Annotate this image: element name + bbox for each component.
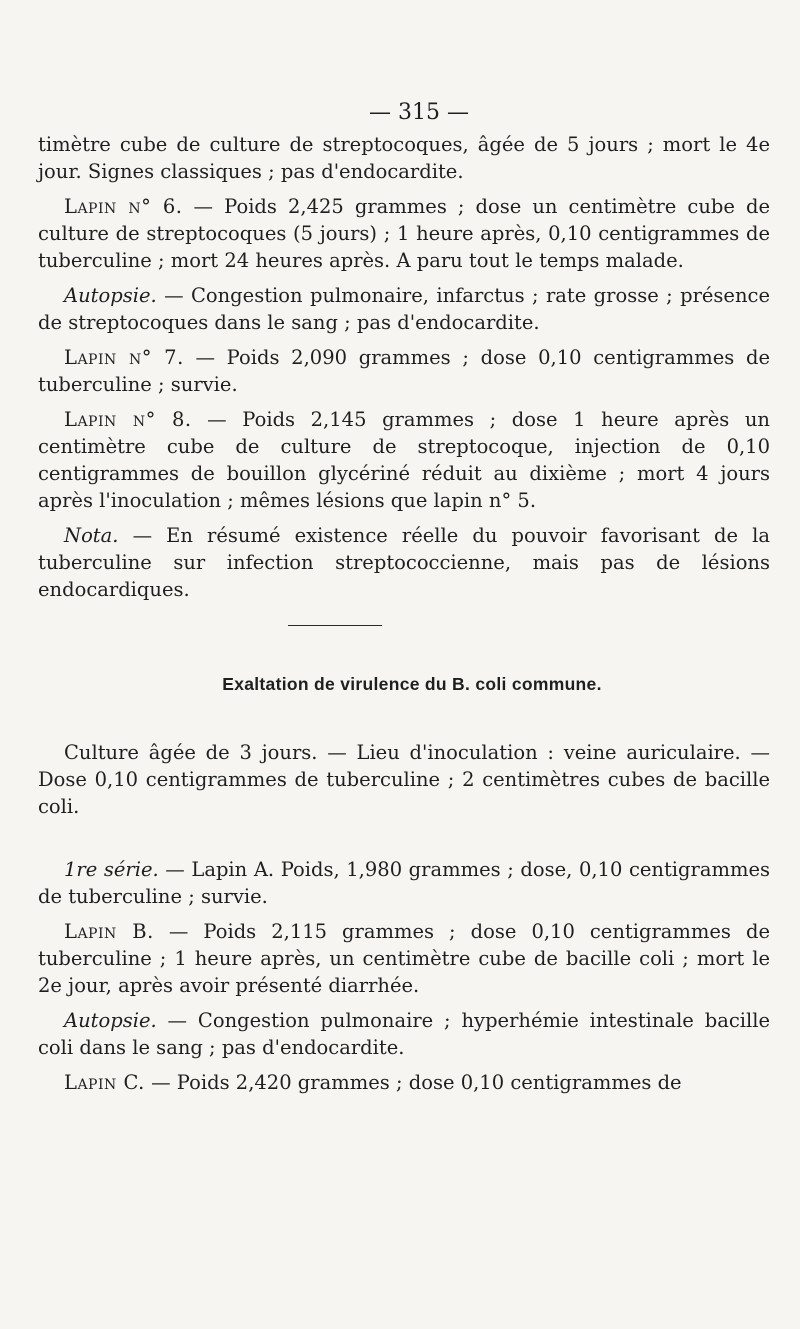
paragraph-nota	[38, 522, 770, 603]
entry-text: — Lapin A. Poids, 1,980 grammes ; dose, 0,10 centigrammes de tuberculine ; survie.	[38, 858, 770, 908]
entry-text: — Congestion pulmonaire ; hyperhémie intestinale bacille coli dans le sang ; pas d'endocardite.	[38, 1009, 770, 1059]
entry-text: — Poids 2,420 grammes ; dose 0,10 centigrammes de	[144, 1071, 682, 1094]
entry-label: Lapin B.	[64, 920, 154, 943]
entry-label: Lapin C.	[64, 1071, 145, 1094]
section-title: Exaltation de virulence du B. coli commune.	[222, 674, 602, 694]
paragraph-autopsie-1	[38, 282, 770, 336]
entry-label: Autopsie.	[64, 284, 157, 307]
paragraph-autopsie-2	[38, 1007, 770, 1061]
paragraph-lapin-c	[38, 1069, 770, 1096]
paragraph-lapin-7	[38, 344, 770, 398]
paragraph-continuation: timètre cube de culture de streptocoques, âgée de 5 jours ; mort le 4e jour. Signes classiques ; pas d'endocardite.	[38, 133, 770, 183]
section-divider	[288, 625, 382, 626]
entry-label: 1re série.	[64, 858, 159, 881]
paragraph-lapin-b	[38, 918, 770, 999]
book-page	[38, 100, 770, 1096]
entry-label: Lapin n° 6.	[64, 195, 183, 218]
entry-label: Lapin n° 8.	[64, 408, 192, 431]
entry-text: — En résumé existence réelle du pouvoir favorisant de la tuberculine sur infection streptococcienne, mais pas de lésions endocardiques.	[38, 524, 770, 601]
entry-text: — Poids 2,115 grammes ; dose 0,10 centigrammes de tuberculine ; 1 heure après, un centimètre cube de bacille coli ; mort le 2e jour, après avoir présenté diarrhée.	[38, 920, 770, 997]
entry-text: — Poids 2,425 grammes ; dose un centimètre cube de culture de streptocoques (5 jours) ; 1 heure après, 0,10 centigrammes de tuberculine ; mort 24 heures après. A paru tout le temps malade.	[38, 195, 771, 272]
entry-label: Lapin n° 7.	[64, 346, 184, 369]
entry-label: Nota.	[64, 524, 119, 547]
entry-text: — Poids 2,090 grammes ; dose 0,10 centigrammes de tuberculine ; survie.	[38, 346, 771, 396]
entry-label: Autopsie.	[64, 1009, 157, 1032]
page-number: — 315 —	[369, 100, 469, 125]
entry-text: — Poids 2,145 grammes ; dose 1 heure après un centimètre cube de culture de streptocoque, injection de 0,10 centigrammes de bouillon glycériné réduit au dixième ; mort 4 jours après l'inoculation ; mêmes lésions que lapin n° 5.	[38, 408, 770, 512]
paragraph-culture: Culture âgée de 3 jours. — Lieu d'inoculation : veine auriculaire. — Dose 0,10 centigrammes de tuberculine ; 2 centimètres cubes de bacille coli.	[38, 741, 770, 818]
paragraph-lapin-6	[38, 193, 770, 274]
paragraph-serie-1	[38, 856, 770, 910]
entry-text: — Congestion pulmonaire, infarctus ; rate grosse ; présence de streptocoques dans le sang ; pas d'endocardite.	[38, 284, 770, 334]
paragraph-lapin-8	[38, 406, 770, 514]
